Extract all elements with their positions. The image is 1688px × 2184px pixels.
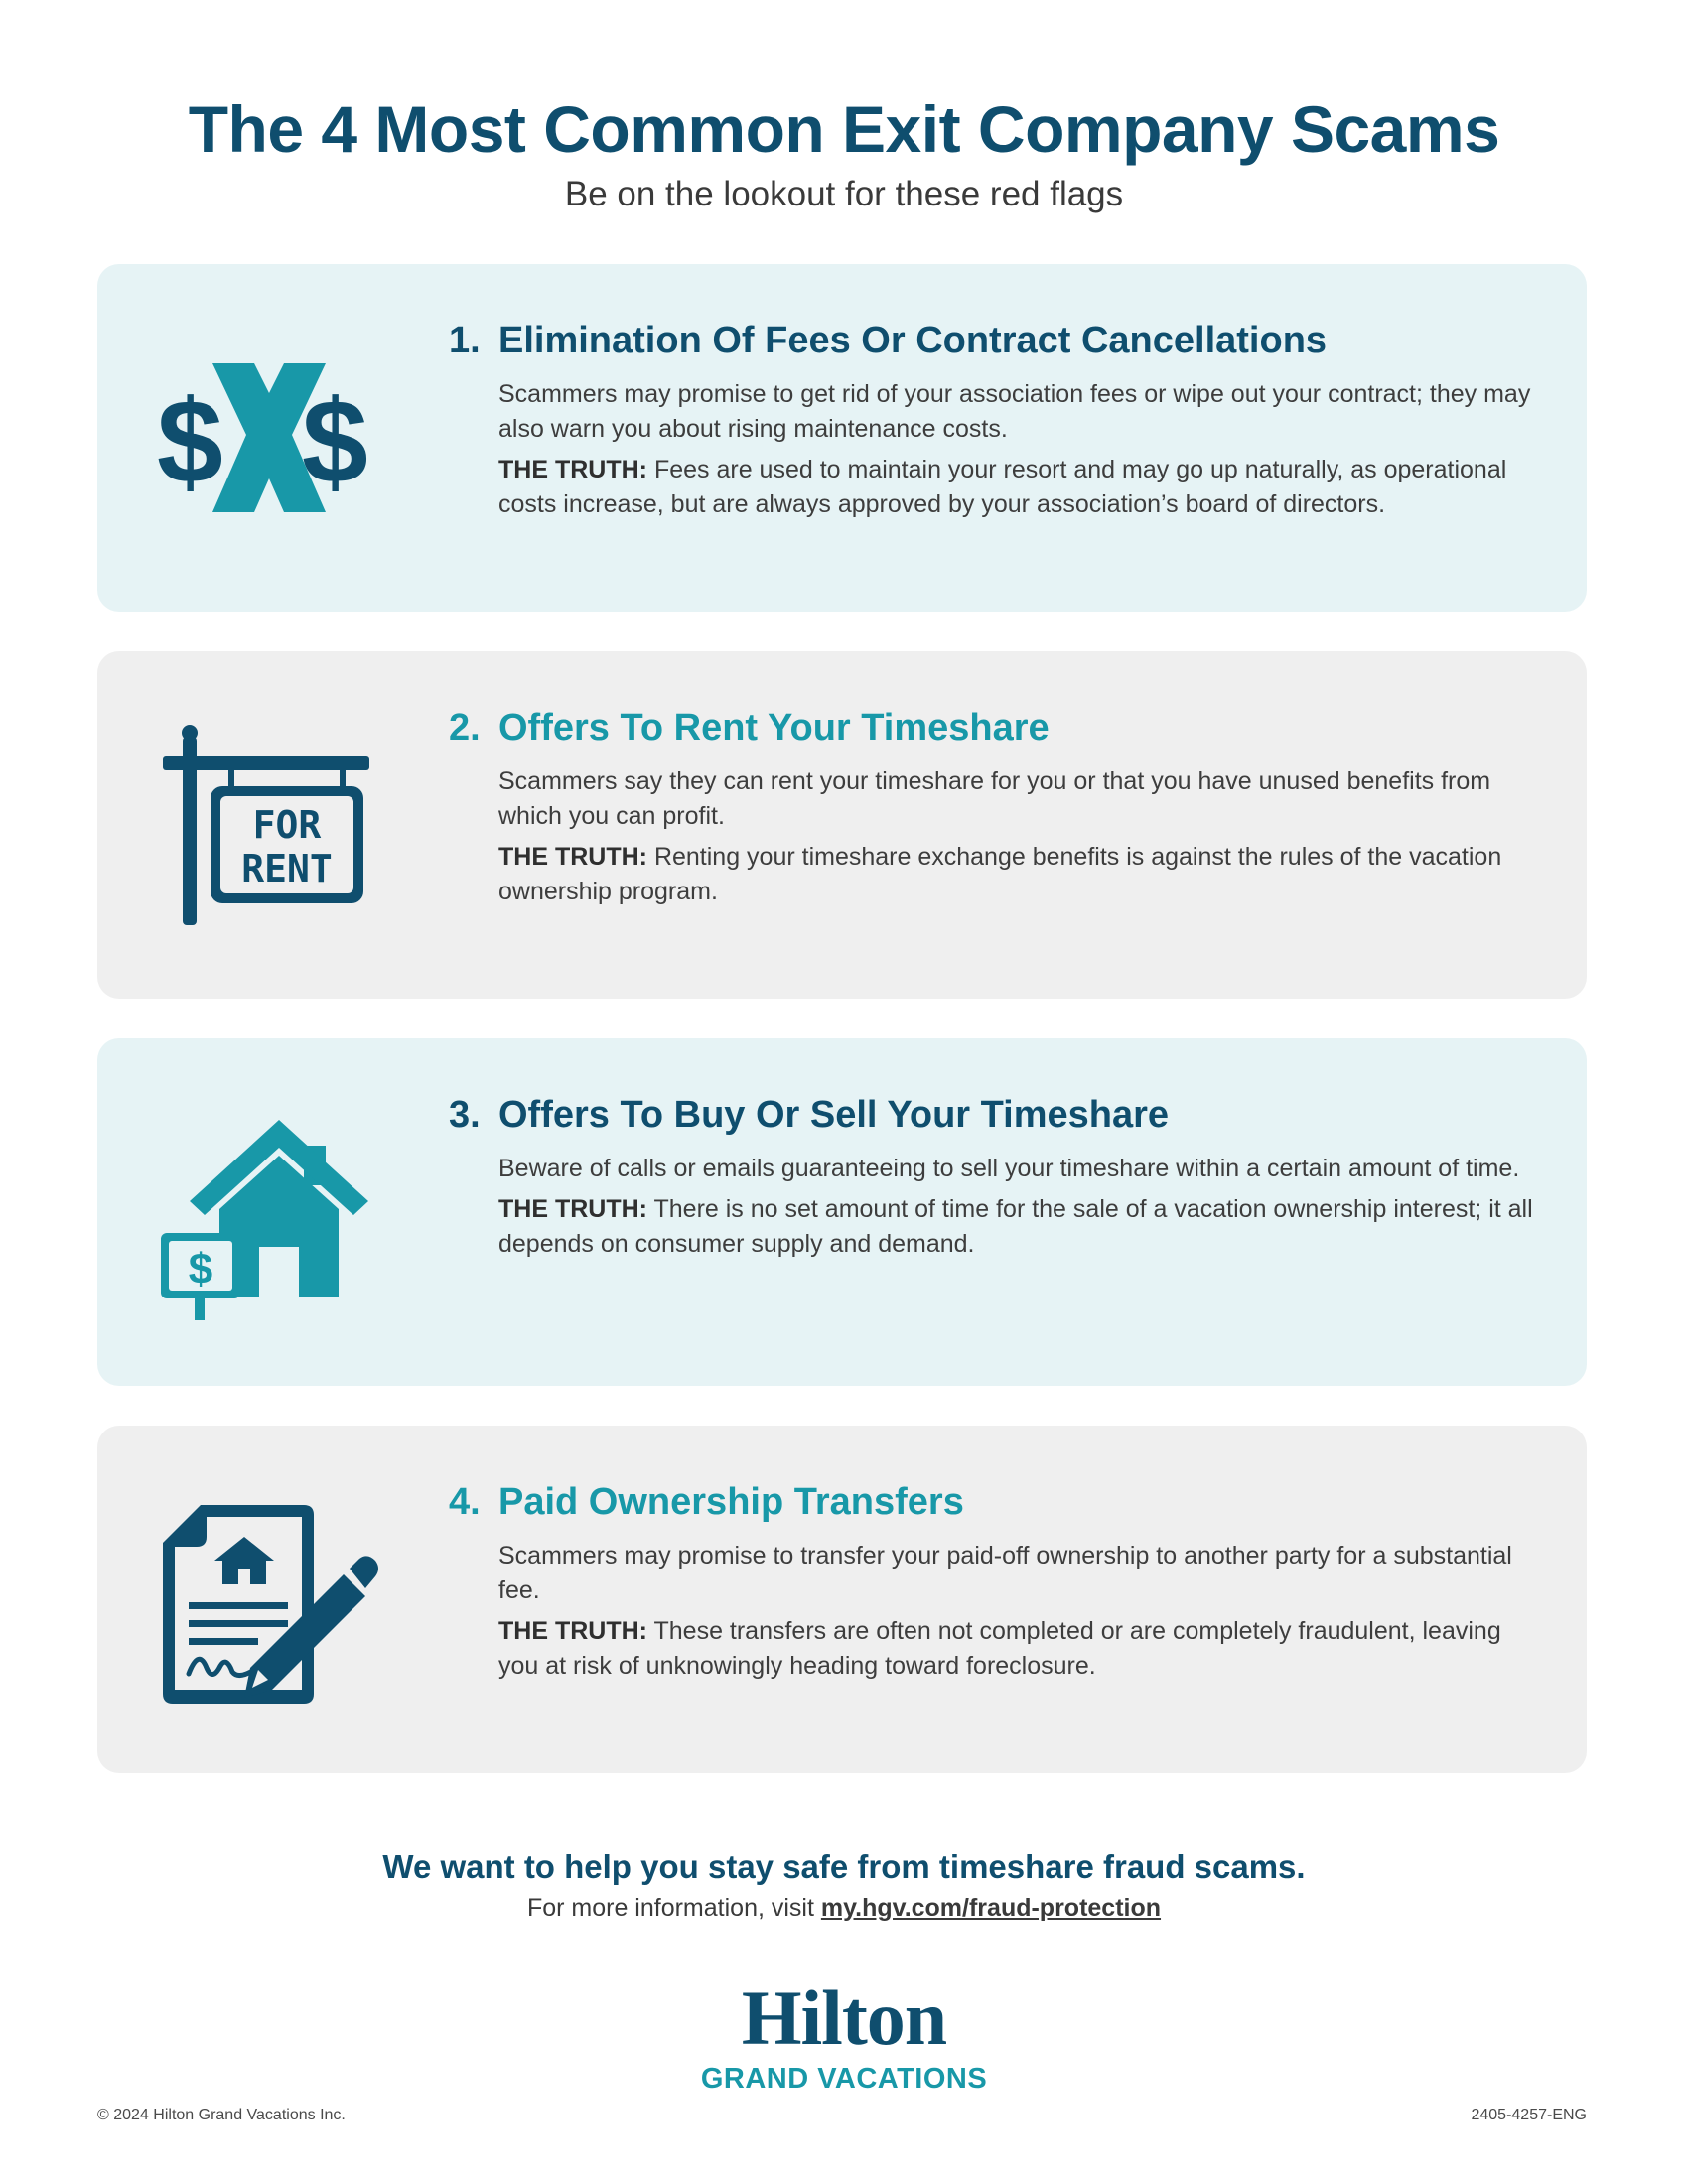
scam-title: 4. Paid Ownership Transfers xyxy=(449,1481,964,1523)
scam-description: Scammers may promise to transfer your paid-off ownership to another party for a substantial fee. xyxy=(498,1542,1512,1604)
scam-title: 3. Offers To Buy Or Sell Your Timeshare xyxy=(449,1094,1170,1136)
more-info: For more information, visit my.hgv.com/fraud-protection xyxy=(526,1894,1162,1922)
dollar-x-icon xyxy=(155,324,383,552)
for-rent-sign-text-1: FOR xyxy=(252,803,322,847)
document-code: 2405-4257-ENG xyxy=(1471,2107,1587,2123)
scam-truth: THE TRUTH: These transfers are often not completed or are completely fraudulent, leaving you at risk of unknowingly heading toward foreclosure. xyxy=(498,1617,1501,1680)
scam-card-1 xyxy=(97,264,1587,612)
page-title: The 4 Most Common Exit Company Scams xyxy=(188,92,1500,166)
scam-card-2 xyxy=(97,651,1587,999)
scam-title: 1. Elimination Of Fees Or Contract Cancellations xyxy=(449,320,1328,361)
scam-card-4 xyxy=(97,1426,1587,1773)
house-for-sale-icon xyxy=(155,1098,383,1326)
grand-vacations-logo-text: GRAND VACATIONS xyxy=(700,2063,988,2095)
scam-description: Scammers say they can rent your timeshare for you or that you have unused benefits from which you can profit. xyxy=(498,767,1491,830)
scam-truth: THE TRUTH: Renting your timeshare exchange benefits is against the rules of the vacation ownership program. xyxy=(498,843,1502,905)
hilton-logo-wordmark: Hilton xyxy=(741,1975,947,2061)
scam-card-3 xyxy=(97,1038,1587,1386)
scam-description: Beware of calls or emails guaranteeing to sell your timeshare within a certain amount of time. xyxy=(498,1155,1520,1182)
signed-document-icon xyxy=(155,1485,383,1713)
scam-truth: THE TRUTH: Fees are used to maintain your resort and may go up naturally, as operational costs increase, but are always approved by your association’s board of directors. xyxy=(498,456,1507,518)
page-subtitle: Be on the lookout for these red flags xyxy=(564,175,1124,213)
svg-text:$: $ xyxy=(157,375,223,508)
scam-description: Scammers may promise to get rid of your association fees or wipe out your contract; they may also warn you about rising maintenance costs. xyxy=(498,380,1531,443)
for-rent-sign-icon xyxy=(155,711,383,939)
scam-truth: THE TRUTH: There is no set amount of time for the sale of a vacation ownership interest; it all depends on consumer supply and demand. xyxy=(498,1195,1533,1258)
cta-headline: We want to help you stay safe from timeshare fraud scams. xyxy=(382,1848,1306,1885)
svg-text:$: $ xyxy=(188,1245,213,1294)
fraud-protection-link[interactable]: my.hgv.com/fraud-protection xyxy=(820,1894,1162,1922)
for-rent-sign-text-2: RENT xyxy=(241,847,333,890)
scam-title: 2. Offers To Rent Your Timeshare xyxy=(449,707,1050,749)
copyright: © 2024 Hilton Grand Vacations Inc. xyxy=(97,2107,346,2123)
svg-text:$: $ xyxy=(302,375,368,508)
